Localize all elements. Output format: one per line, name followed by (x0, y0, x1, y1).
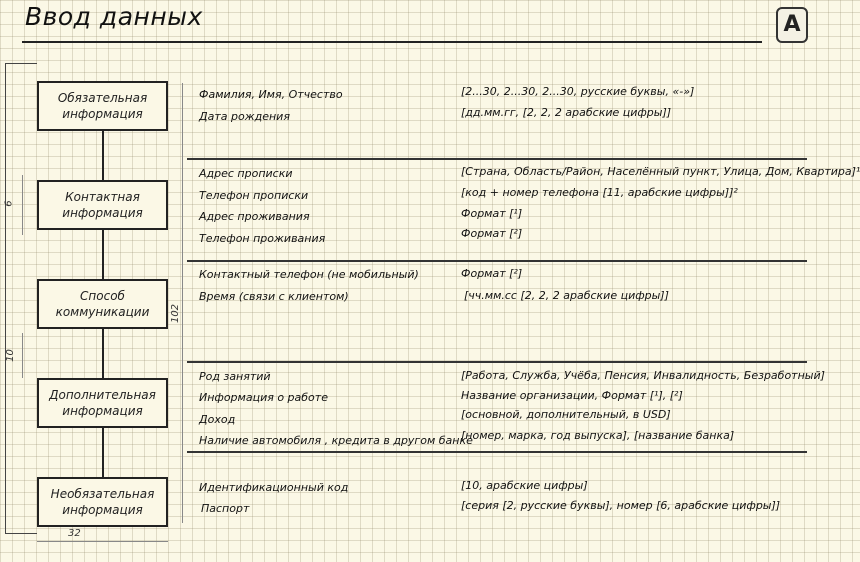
block-optional-info: Необязательная информация (37, 477, 168, 527)
section-separator (187, 260, 807, 262)
field-label: Доход (199, 413, 236, 426)
a-badge-icon[interactable]: A (776, 7, 808, 43)
section-separator (187, 451, 807, 453)
field-label: Адрес прописки (199, 167, 293, 180)
field-label: Фамилия, Имя, Отчество (199, 88, 343, 101)
field-label: Телефон прописки (199, 189, 309, 202)
section-separator (187, 158, 807, 160)
field-label: Телефон проживания (199, 232, 326, 245)
field-label: Информация о работе (199, 391, 328, 404)
field-format: Название организации, Формат [¹], [²] (461, 389, 683, 402)
dimension-line-32 (37, 541, 168, 542)
field-format: [2...30, 2...30, 2...30, русские буквы, «-»] (461, 85, 695, 98)
field-label: Контактный телефон (не мобильный) (199, 268, 419, 281)
field-label: Паспорт (201, 502, 250, 515)
block-contact-info: Контактная информация (37, 180, 168, 230)
block-additional-info: Дополнительная информация (37, 378, 168, 428)
title-underline (22, 41, 762, 43)
field-label: Род занятий (199, 370, 271, 383)
page-title: Ввод данных (25, 2, 203, 31)
dimension-10: 10 (4, 349, 16, 362)
dimension-102: 102 (170, 303, 182, 324)
field-format: [серия [2, русские буквы], номер [6, арабские цифры]] (461, 499, 781, 512)
dimension-6: 6 (3, 200, 15, 207)
block-communication: Способ коммуникации (37, 279, 168, 329)
dimension-32: 32 (68, 528, 81, 539)
field-format: [чч.мм.сс [2, 2, 2 арабские цифры]] (464, 289, 669, 302)
dimension-line-10 (22, 333, 23, 378)
field-format: [Страна, Область/Район, Населённый пункт, Улица, Дом, Квартира]¹ (461, 165, 860, 178)
field-label: Идентификационный код (199, 481, 349, 494)
field-label: Дата рождения (199, 110, 290, 123)
field-format: [основной, дополнительный, в USD] (461, 408, 671, 421)
left-bracket-bottom (5, 533, 37, 534)
section-separator (187, 361, 807, 363)
field-format: [Работа, Служба, Учёба, Пенсия, Инвалидность, Безработный] (461, 369, 825, 382)
dimension-line-6 (22, 175, 23, 235)
field-format: Формат [²] (461, 267, 523, 280)
field-format: Формат [²] (461, 227, 523, 240)
left-bracket-line (5, 63, 6, 533)
field-format: [номер, марка, год выпуска], [название банка] (461, 429, 735, 442)
left-bracket-top (5, 63, 37, 64)
field-format: [10, арабские цифры] (461, 479, 588, 492)
field-format: [дд.мм.гг, [2, 2, 2 арабские цифры]] (461, 106, 672, 119)
field-format: [код + номер телефона [11, арабские цифры]]² (461, 186, 738, 199)
block-mandatory-info: Обязательная информация (37, 81, 168, 131)
field-label: Время (связи с клиентом) (199, 290, 349, 303)
field-label: Наличие автомобиля , кредита в другом банке (199, 434, 473, 447)
field-label: Адрес проживания (199, 210, 310, 223)
dimension-line-102 (182, 83, 183, 523)
field-format: Формат [¹] (461, 207, 523, 220)
